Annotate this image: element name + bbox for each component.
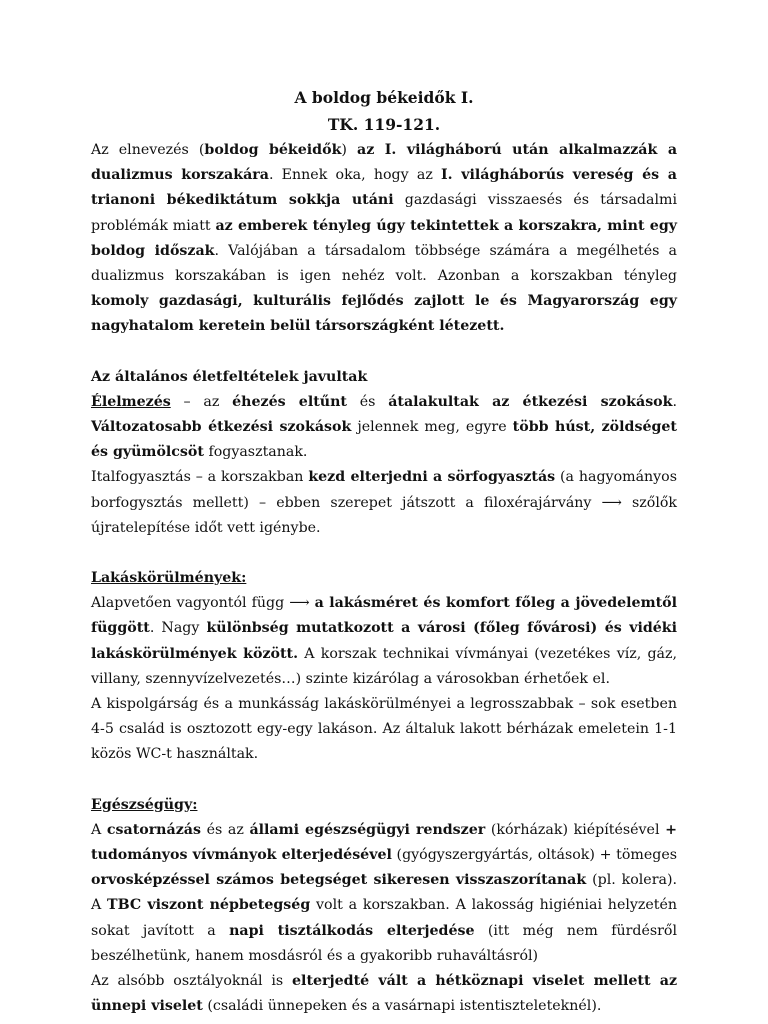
text-run: és	[346, 393, 389, 410]
text-run: állami egészségügyi rendszer	[249, 821, 486, 838]
text-run: + tudományos vívmányok elterjedésével	[91, 821, 677, 864]
section-heading-health	[91, 793, 677, 818]
text-run: boldog békeidők	[204, 142, 342, 158]
text-run: TBC viszont népbetegség	[107, 897, 311, 914]
spacer	[91, 541, 677, 566]
text-run: A korszak technikai vívmányai (vezetékes víz, gáz, villany, szennyvízelvezetés…) szinte kizárólag a városokban érhetőek el.	[91, 645, 677, 687]
housing-paragraph-2	[91, 692, 677, 768]
text-run: különbség mutatkozott a városi (főleg fővárosi) és vidéki lakáskörülmények között.	[91, 620, 677, 662]
text-run: napi tisztálkodás elterjedése	[229, 922, 475, 939]
health-paragraph-1	[91, 818, 677, 969]
text-run: az emberek tényleg úgy tekintettek a korszakra, mint egy boldog időszak	[91, 217, 677, 259]
housing-paragraph-1	[91, 591, 677, 692]
text-run: . Nagy	[149, 620, 207, 637]
text-run: volt a korszakban. A lakosság higiéniai helyzetén sokat javított a	[91, 897, 677, 939]
text-run: Élelmezés	[91, 393, 171, 410]
section-heading-life	[91, 365, 677, 390]
text-run: az I. világháború után alkalmazzák a dualizmus korszakára	[91, 142, 678, 184]
text-run: fogyasztanak.	[203, 444, 308, 461]
text-run: A kispolgárság és a munkásság lakáskörülményei a legrosszabbak – sok esetben 4-5 család is osztozott egy-egy lakáson. Az általuk lakott bérházak emeletein 1-1 közös WC-t használtak.	[91, 696, 677, 763]
text-run: – az	[170, 393, 233, 410]
text-run: átalakultak az étkezési szokások	[388, 393, 673, 410]
text-run: (a hagyományos borfogysztás mellett) – ebben szerepet játszott a filoxérajárvány ⟶ szőlők újratelepítése időt vett igénybe.	[91, 469, 678, 536]
text-run: csatornázás	[106, 821, 201, 838]
text-run: kezd elterjedni a sörfogyasztás	[308, 469, 556, 486]
document-subtitle: TK. 119-121.	[327, 115, 441, 134]
text-run: Alapvetően vagyontól függ ⟶	[91, 595, 315, 612]
text-run: éhezés eltűnt	[232, 393, 347, 410]
section-heading-housing	[91, 566, 677, 591]
text-run: több húst, zöldséget és gyümölcsöt	[91, 419, 677, 461]
text-run: orvosképzéssel számos betegséget sikeresen visszaszorítanak	[91, 872, 587, 889]
document-title: A boldog békeidők I.	[294, 88, 474, 107]
text-run: (pl. kolera). A	[91, 872, 677, 914]
text-run: .	[672, 393, 677, 410]
text-run: Az elnevezés (	[91, 142, 205, 158]
text-run: Változatosabb étkezési szokások	[91, 419, 352, 436]
spacer	[91, 768, 677, 793]
food-paragraph	[91, 390, 677, 466]
text-run: és az	[200, 821, 250, 838]
intro-paragraph	[91, 138, 677, 340]
text-run: Az alsóbb osztályoknál is	[91, 973, 293, 990]
document-body	[91, 84, 677, 1020]
section-heading-life-text: Az általános életfeltételek javultak	[91, 368, 368, 385]
text-run: A	[91, 821, 107, 838]
text-run: (gyógyszergyártás, oltások) + tömeges	[391, 847, 678, 864]
text-run: I. világháborús vereség és a trianoni békediktátum sokkja utáni	[91, 167, 677, 209]
section-heading-health-text: Egészségügy:	[91, 796, 198, 813]
text-run: gazdasági visszaesés és társadalmi problémák miatt	[91, 192, 677, 234]
text-run: (itt még nem fürdésről beszélhetünk, hanem mosdásról és a gyakoribb ruhaváltásról)	[91, 922, 677, 964]
text-run: . Valójában a társadalom többsége számára a megélhetés a dualizmus korszakában is igen nehéz volt. Azonban a korszakban tényleg	[91, 242, 678, 285]
section-heading-housing-text: Lakáskörülmények:	[91, 570, 247, 587]
text-run: . Ennek oka, hogy az	[268, 167, 442, 184]
text-run: Italfogyasztás – a korszakban	[91, 469, 309, 486]
text-run: elterjedté vált a hétköznapi viselet mellett az ünnepi viselet	[91, 973, 678, 1015]
health-paragraph-2	[91, 969, 677, 1019]
spacer	[91, 340, 677, 365]
text-run: a lakásméret és komfort főleg a jövedelemtől függött	[91, 595, 677, 637]
text-run: (kórházak) kiépítésével	[485, 821, 666, 838]
text-run: )	[341, 142, 358, 158]
text-run: komoly gazdasági, kulturális fejlődés zajlott le és Magyarország egy nagyhatalom keretein belül társországként létezett.	[91, 293, 677, 335]
text-run: (családi ünnepeken és a vasárnapi istentiszteleteknél).	[202, 998, 602, 1015]
text-run: jelennek meg, egyre	[351, 419, 513, 436]
drink-paragraph	[91, 465, 677, 541]
